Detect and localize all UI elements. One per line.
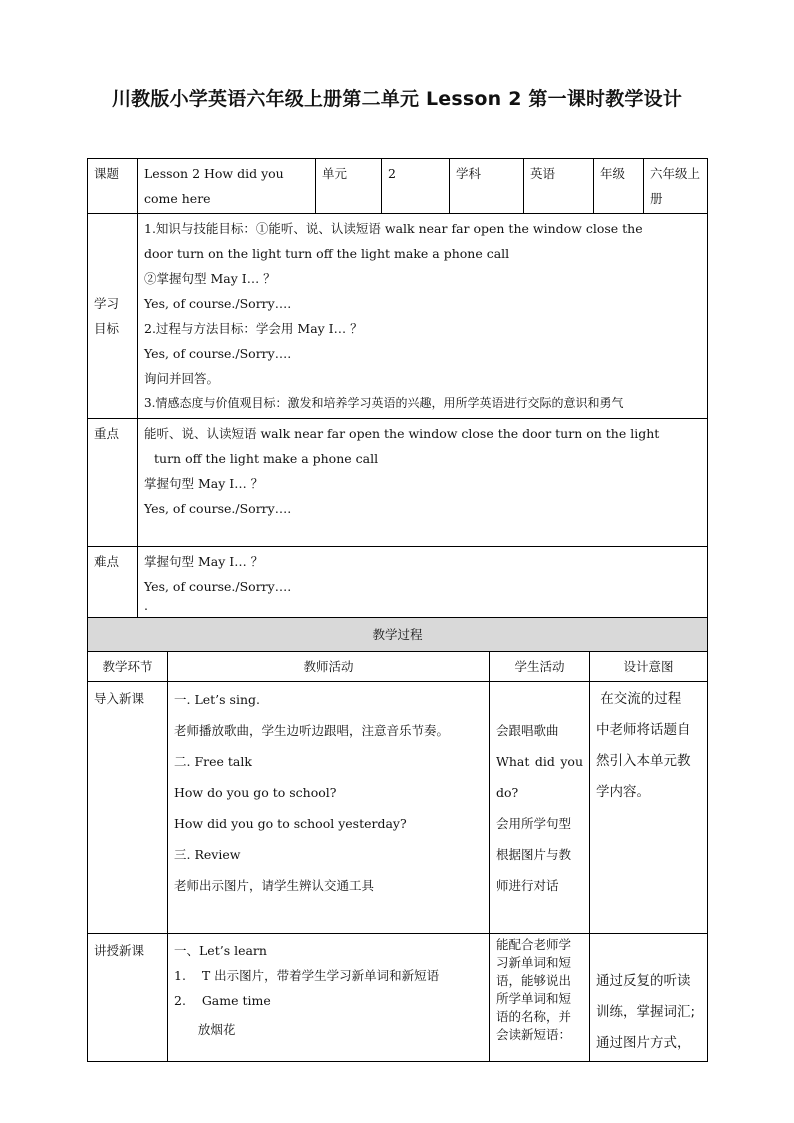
difficulties-line: Yes, of course./Sorry…. <box>144 579 292 594</box>
teacher-line: 一. Let’s sing. <box>174 692 260 707</box>
teacher-line: How did you go to school yesterday? <box>174 816 407 831</box>
intent-line: 中老师将话题自 <box>596 722 691 738</box>
key-points-line: turn off the light make a phone call <box>154 451 379 466</box>
topic-label: 课题 <box>88 159 138 214</box>
teacher-line: 一、Let’s learn <box>174 943 267 958</box>
intent-line: 然引入本单元教 <box>596 753 691 769</box>
stage-intro: 导入新课 <box>88 682 168 934</box>
teaching-process-table <box>87 617 708 1062</box>
teacher-line: 2. Game time <box>174 993 271 1008</box>
teacher-line: 老师出示图片，请学生辨认交通工具 <box>174 878 375 893</box>
process-header: 教学过程 <box>88 618 708 652</box>
difficulties-line: . <box>144 598 148 613</box>
key-points-line: 能听、说、认读短语 walk near far open the window close the door turn on the light <box>144 426 660 441</box>
document-title: 川教版小学英语六年级上册第二单元 Lesson 2 第一课时教学设计 <box>111 88 683 110</box>
grade-value: 六年级上册 <box>644 159 708 214</box>
student-line: 会跟唱歌曲 <box>496 723 559 738</box>
student-line: 习新单词和短 <box>496 955 572 970</box>
grade-label: 年级 <box>594 159 644 214</box>
teacher-line: 1. T 出示图片，带着学生学习新单词和新短语 <box>174 968 440 983</box>
goals-line: Yes, of course./Sorry…. <box>144 346 292 361</box>
goals-line: ②掌握句型 May I… ？ <box>144 271 276 286</box>
intent-line: 通过图片方式， <box>596 1035 691 1051</box>
student-line: 语的名称，并 <box>496 1009 572 1024</box>
teacher-line: 老师播放歌曲，学生边听边跟唱，注意音乐节奏。 <box>174 723 450 738</box>
teacher-line: How do you go to school? <box>174 785 337 800</box>
teacher-line: 二. Free talk <box>174 754 252 769</box>
student-line: 语，能够说出 <box>496 973 572 988</box>
col-intent-header: 设计意图 <box>590 652 708 682</box>
goals-line: 3.情感态度与价值观目标：激发和培养学习英语的兴趣，用所学英语进行交际的意识和勇气 <box>144 396 624 410</box>
student-activity-new-lesson <box>490 934 590 1062</box>
goals-label-text: 学习目标 <box>94 296 120 336</box>
goals-line: 1.知识与技能目标：①能听、说、认读短语 walk near far open the window close the <box>144 221 643 236</box>
student-line: What did you <box>496 754 583 769</box>
goals-line: 2.过程与方法目标：学会用 May I… ？ <box>144 321 363 336</box>
lesson-info-table <box>87 158 708 624</box>
topic-value: Lesson 2 How did you come here <box>138 159 316 214</box>
col-stage-header: 教学环节 <box>88 652 168 682</box>
key-points-content <box>138 419 708 547</box>
intent-line: 训练，掌握词汇; <box>596 1004 696 1020</box>
teacher-line: 三. Review <box>174 847 241 862</box>
difficulties-line: 掌握句型 May I… ？ <box>144 554 264 569</box>
goals-content <box>138 214 708 419</box>
teacher-line: 放烟花 <box>174 1022 236 1037</box>
key-points-label: 重点 <box>88 419 138 547</box>
subject-label: 学科 <box>450 159 524 214</box>
student-line: 根据图片与教 <box>496 847 572 862</box>
unit-value: 2 <box>382 159 450 214</box>
key-points-line: 掌握句型 May I… ？ <box>144 476 264 491</box>
intent-line: 学内容。 <box>596 784 650 800</box>
intent-line: 通过反复的听读 <box>596 973 691 989</box>
difficulties-content <box>138 547 708 624</box>
intent-new-lesson <box>590 934 708 1062</box>
stage-new-lesson: 讲授新课 <box>88 934 168 1062</box>
intent-intro <box>590 682 708 934</box>
teacher-activity-new-lesson <box>168 934 490 1062</box>
subject-value: 英语 <box>524 159 594 214</box>
student-line: 师进行对话 <box>496 878 559 893</box>
student-line: 能配合老师学 <box>496 937 572 952</box>
student-line: 会用所学句型 <box>496 816 572 831</box>
unit-label: 单元 <box>316 159 382 214</box>
teacher-activity-intro <box>168 682 490 934</box>
student-line: do? <box>496 785 519 800</box>
student-activity-intro <box>490 682 590 934</box>
student-line: 所学单词和短 <box>496 991 572 1006</box>
col-teacher-header: 教师活动 <box>168 652 490 682</box>
student-line: 会读新短语： <box>496 1027 572 1042</box>
goals-line: 询问并回答。 <box>144 371 220 386</box>
goals-label <box>88 214 138 419</box>
intent-line: 在交流的过程 <box>596 691 682 707</box>
key-points-line: Yes, of course./Sorry…. <box>144 501 292 516</box>
col-student-header: 学生活动 <box>490 652 590 682</box>
goals-line: door turn on the light turn off the light make a phone call <box>144 246 510 261</box>
difficulties-label: 难点 <box>88 547 138 624</box>
goals-line: Yes, of course./Sorry…. <box>144 296 292 311</box>
